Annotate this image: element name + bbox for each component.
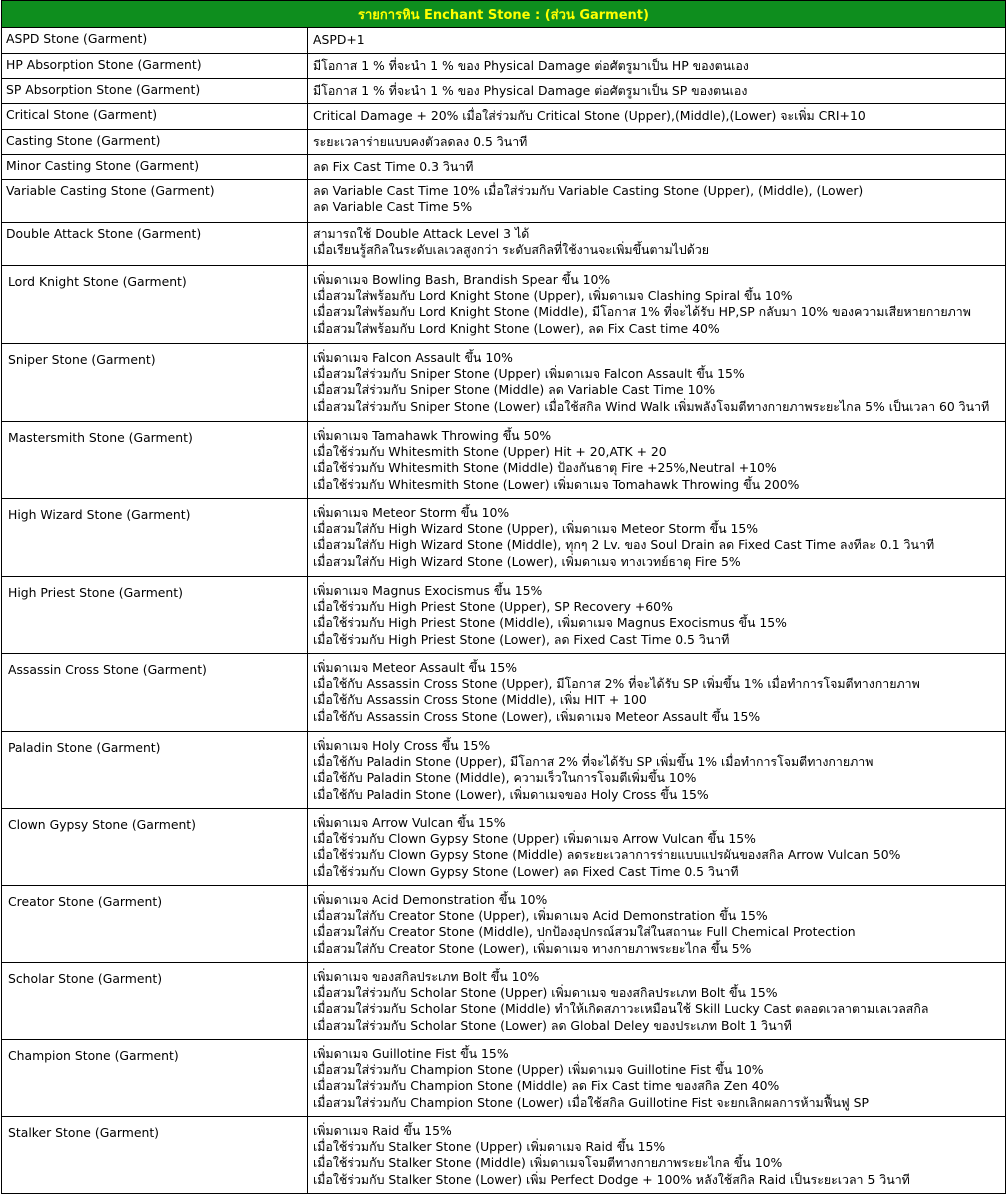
effect-line: ASPD+1 — [313, 32, 365, 47]
effect-line: เมื่อใช้กับ Paladin Stone (Middle), ความเร็วในการโจมตีเพิ่มขึ้น 10% — [313, 770, 697, 786]
effect-line: เมื่อสวมใส่ร่วมกับ Scholar Stone (Middle) ทำให้เกิดสภาวะเหมือนใช้ Skill Lucky Cast ตลอดเวลาตามเลเวลสกิล — [313, 1001, 929, 1017]
effect-line: เมื่อสวมใส่พร้อมกับ Lord Knight Stone (Middle), มีโอกาส 1% ที่จะได้รับ HP,SP กลับมา 10% ของความเสียหายกายภาพ — [313, 304, 971, 320]
table-row — [1, 577, 1006, 654]
stone-effect-cell — [308, 54, 1005, 78]
stone-effect-cell — [308, 1040, 1005, 1116]
table-row — [1, 809, 1006, 886]
table-title: รายการหิน Enchant Stone : (ส่วน Garment) — [1, 0, 1006, 28]
table-row — [1, 130, 1006, 155]
stone-effect-cell — [308, 499, 1005, 576]
effect-line: เพิ่มดาเมจ ของสกิลประเภท Bolt ขึ้น 10% — [313, 969, 540, 984]
stone-effect-cell — [308, 422, 1005, 498]
table-row — [1, 422, 1006, 499]
enchant-stone-table — [1, 0, 1006, 1194]
stone-effect-cell — [308, 266, 1005, 343]
stone-name-cell: High Priest Stone (Garment) — [2, 577, 308, 653]
stone-name-cell: HP Absorption Stone (Garment) — [2, 54, 308, 78]
effect-line: เพิ่มดาเมจ Guillotine Fist ขึ้น 15% — [313, 1046, 509, 1061]
stone-name-cell: High Wizard Stone (Garment) — [2, 499, 308, 576]
table-row — [1, 344, 1006, 422]
effect-line: สามารถใช้ Double Attack Level 3 ได้ — [313, 226, 530, 241]
table-row — [1, 499, 1006, 577]
effect-line: เมื่อใช้ร่วมกับ Whitesmith Stone (Middle) ป้องกันธาตุ Fire +25%,Neutral +10% — [313, 460, 777, 476]
table-row — [1, 963, 1006, 1040]
stone-name-cell: Lord Knight Stone (Garment) — [2, 266, 308, 343]
effect-line: เมื่อสวมใส่ร่วมกับ Sniper Stone (Upper) เพิ่มดาเมจ Falcon Assault ขึ้น 15% — [313, 366, 745, 382]
effect-line: เมื่อสวมใส่ร่วมกับ Sniper Stone (Lower) เมื่อใช้สกิล Wind Walk เพิ่มพลังโจมตีทางกายภาพระยะไกล 5% เป็นเวลา 60 วินาที — [313, 398, 990, 414]
effect-line: เมื่อสวมใส่พร้อมกับ Lord Knight Stone (Lower), ลด Fix Cast time 40% — [313, 320, 720, 336]
stone-name-cell: Champion Stone (Garment) — [2, 1040, 308, 1116]
stone-name-cell: ASPD Stone (Garment) — [2, 28, 308, 53]
effect-line: เพิ่มดาเมจ Holy Cross ขึ้น 15% — [313, 738, 491, 753]
effect-line: เมื่อใช้ร่วมกับ High Priest Stone (Lower), ลด Fixed Cast Time 0.5 วินาที — [313, 631, 730, 647]
stone-effect-cell — [308, 809, 1005, 885]
effect-line: ลด Variable Cast Time 10% เมื่อใส่ร่วมกับ Variable Casting Stone (Upper), (Middle), (Lower) — [313, 183, 864, 198]
table-row — [1, 155, 1006, 180]
effect-line: เมื่อใช้กับ Paladin Stone (Lower), เพิ่มดาเมจของ Holy Cross ขึ้น 15% — [313, 786, 709, 802]
effect-line: เมื่อใช้ร่วมกับ Clown Gypsy Stone (Upper) เพิ่มดาเมจ Arrow Vulcan ขึ้น 15% — [313, 831, 756, 847]
effect-line: เมื่อสวมใส่กับ Creator Stone (Lower), เพิ่มดาเมจ ทางกายภาพระยะไกล ขึ้น 5% — [313, 940, 752, 956]
effect-line: เมื่อสวมใส่ร่วมกับ Champion Stone (Middle) ลด Fix Cast time ของสกิล Zen 40% — [313, 1078, 780, 1094]
effect-line: เมื่อสวมใส่กับ High Wizard Stone (Lower), เพิ่มดาเมจ ทางเวทย์ธาตุ Fire 5% — [313, 553, 741, 569]
effect-line: เมื่อสวมใส่ร่วมกับ Scholar Stone (Upper) เพิ่มดาเมจ ของสกิลประเภท Bolt ขึ้น 15% — [313, 985, 778, 1001]
stone-name-cell: Creator Stone (Garment) — [2, 886, 308, 962]
effect-line: เมื่อใช้กับ Paladin Stone (Upper), มีโอกาส 2% ที่จะได้รับ SP เพิ่มขึ้น 1% เมื่อทำการโจมตีทางกายภาพ — [313, 754, 874, 770]
effect-line: เมื่อใช้กับ Assassin Cross Stone (Lower), เพิ่มดาเมจ Meteor Assault ขึ้น 15% — [313, 708, 761, 724]
stone-name-cell: Critical Stone (Garment) — [2, 104, 308, 129]
effect-line: เมื่อสวมใส่กับ High Wizard Stone (Middle), ทุกๆ 2 Lv. ของ Soul Drain ลด Fixed Cast Time ลงทีละ 0.1 วินาที — [313, 537, 935, 553]
effect-line: เพิ่มดาเมจ Acid Demonstration ขึ้น 10% — [313, 892, 548, 907]
effect-line: เมื่อใช้กับ Assassin Cross Stone (Upper), มีโอกาส 2% ที่จะได้รับ SP เพิ่มขึ้น 1% เมื่อทำการโจมตีทางกายภาพ — [313, 676, 920, 692]
effect-line: เมื่อสวมใส่ร่วมกับ Sniper Stone (Middle) ลด Variable Cast Time 10% — [313, 382, 716, 398]
stone-effect-cell — [308, 180, 1005, 222]
effect-line: เมื่อใช้ร่วมกับ Stalker Stone (Lower) เพิ่ม Perfect Dodge + 100% หลังใช้สกิล Raid เป็นระยะเวลา 5 วินาที — [313, 1171, 910, 1187]
stone-name-cell: Paladin Stone (Garment) — [2, 732, 308, 808]
effect-line: เมื่อใช้ร่วมกับ Clown Gypsy Stone (Lower) ลด Fixed Cast Time 0.5 วินาที — [313, 863, 739, 879]
stone-effect-cell — [308, 28, 1005, 53]
stone-name-cell: Mastersmith Stone (Garment) — [2, 422, 308, 498]
stone-effect-cell — [308, 104, 1005, 129]
effect-line: ลด Variable Cast Time 5% — [313, 199, 473, 215]
stone-name-cell: SP Absorption Stone (Garment) — [2, 79, 308, 103]
effect-line: เพิ่มดาเมจ Tamahawk Throwing ขึ้น 50% — [313, 428, 552, 443]
effect-line: เมื่อสวมใส่ร่วมกับ Scholar Stone (Lower) ลด Global Deley ของประเภท Bolt 1 วินาที — [313, 1017, 792, 1033]
stone-effect-cell — [308, 1117, 1005, 1193]
stone-effect-cell — [308, 344, 1005, 421]
effect-line: เมื่อใช้ร่วมกับ Whitesmith Stone (Upper) Hit + 20,ATK + 20 — [313, 444, 667, 460]
effect-line: เมื่อใช้ร่วมกับ Stalker Stone (Upper) เพิ่มดาเมจ Raid ขึ้น 15% — [313, 1139, 666, 1155]
effect-line: เมื่อใช้ร่วมกับ High Priest Stone (Middle), เพิ่มดาเมจ Magnus Exocismus ขึ้น 15% — [313, 615, 787, 631]
effect-line: เพิ่มดาเมจ Raid ขึ้น 15% — [313, 1123, 452, 1138]
stone-name-cell: Variable Casting Stone (Garment) — [2, 180, 308, 222]
stone-name-cell: Casting Stone (Garment) — [2, 130, 308, 154]
table-row — [1, 79, 1006, 104]
stone-name-cell: Double Attack Stone (Garment) — [2, 223, 308, 265]
stone-effect-cell — [308, 130, 1005, 154]
effect-line: มีโอกาส 1 % ที่จะนำ 1 % ของ Physical Damage ต่อศัตรูมาเป็น HP ของตนเอง — [313, 58, 749, 73]
stone-name-cell: Minor Casting Stone (Garment) — [2, 155, 308, 179]
effect-line: ระยะเวลาร่ายแบบคงตัวลดลง 0.5 วินาที — [313, 134, 528, 149]
effect-line: Critical Damage + 20% เมื่อใส่ร่วมกับ Critical Stone (Upper),(Middle),(Lower) จะเพิ่ม CRI+10 — [313, 108, 866, 123]
effect-line: เพิ่มดาเมจ Falcon Assault ขึ้น 10% — [313, 350, 513, 365]
stone-effect-cell — [308, 654, 1005, 731]
effect-line: เมื่อใช้ร่วมกับ Whitesmith Stone (Lower) เพิ่มดาเมจ Tomahawk Throwing ขึ้น 200% — [313, 476, 800, 492]
effect-line: เพิ่มดาเมจ Meteor Storm ขึ้น 10% — [313, 505, 510, 520]
effect-line: เมื่อสวมใส่กับ Creator Stone (Upper), เพิ่มดาเมจ Acid Demonstration ขึ้น 15% — [313, 908, 768, 924]
effect-line: เมื่อใช้ร่วมกับ Stalker Stone (Middle) เพิ่มดาเมจโจมตีทางกายภาพระยะไกล ขึ้น 10% — [313, 1155, 783, 1171]
effect-line: เพิ่มดาเมจ Bowling Bash, Brandish Spear ขึ้น 10% — [313, 272, 611, 287]
table-row — [1, 886, 1006, 963]
effect-line: เพิ่มดาเมจ Meteor Assault ขึ้น 15% — [313, 660, 518, 675]
table-row — [1, 654, 1006, 732]
effect-line: เพิ่มดาเมจ Magnus Exocismus ขึ้น 15% — [313, 583, 543, 598]
table-row — [1, 223, 1006, 266]
table-row — [1, 54, 1006, 79]
effect-line: เพิ่มดาเมจ Arrow Vulcan ขึ้น 15% — [313, 815, 506, 830]
table-row — [1, 104, 1006, 130]
stone-name-cell: Assassin Cross Stone (Garment) — [2, 654, 308, 731]
effect-line: ลด Fix Cast Time 0.3 วินาที — [313, 159, 474, 174]
stone-effect-cell — [308, 79, 1005, 103]
stone-name-cell: Stalker Stone (Garment) — [2, 1117, 308, 1193]
table-row — [1, 28, 1006, 54]
effect-line: เมื่อสวมใส่กับ High Wizard Stone (Upper), เพิ่มดาเมจ Meteor Storm ขึ้น 15% — [313, 521, 759, 537]
effect-line: เมื่อสวมใส่กับ Creator Stone (Middle), ปกป้องอุปกรณ์สวมใส่ในสถานะ Full Chemical Protection — [313, 924, 856, 940]
stone-effect-cell — [308, 732, 1005, 808]
stone-effect-cell — [308, 963, 1005, 1039]
stone-name-cell: Sniper Stone (Garment) — [2, 344, 308, 421]
effect-line: เมื่อใช้ร่วมกับ High Priest Stone (Upper), SP Recovery +60% — [313, 599, 673, 615]
stone-effect-cell — [308, 223, 1005, 265]
table-row — [1, 1040, 1006, 1117]
table-row — [1, 1117, 1006, 1194]
stone-effect-cell — [308, 577, 1005, 653]
table-row — [1, 732, 1006, 809]
effect-line: เมื่อสวมใส่ร่วมกับ Champion Stone (Lower) เมื่อใช้สกิล Guillotine Fist จะยกเลิกผลการห้ามฟื้นฟู SP — [313, 1094, 869, 1110]
effect-line: เมื่อเรียนรู้สกิลในระดับเลเวลสูงกว่า ระดับสกิลที่ใช้งานจะเพิ่มขึ้นตามไปด้วย — [313, 242, 710, 258]
effect-line: มีโอกาส 1 % ที่จะนำ 1 % ของ Physical Damage ต่อศัตรูมาเป็น SP ของตนเอง — [313, 83, 748, 98]
effect-line: เมื่อใช้ร่วมกับ Clown Gypsy Stone (Middle) ลดระยะเวลาการร่ายแบบแปรผันของสกิล Arrow Vulcan 50% — [313, 847, 901, 863]
effect-line: เมื่อสวมใส่ร่วมกับ Champion Stone (Upper) เพิ่มดาเมจ Guillotine Fist ขึ้น 10% — [313, 1062, 764, 1078]
table-row — [1, 266, 1006, 344]
stone-name-cell: Scholar Stone (Garment) — [2, 963, 308, 1039]
effect-line: เมื่อสวมใส่พร้อมกับ Lord Knight Stone (Upper), เพิ่มดาเมจ Clashing Spiral ขึ้น 10% — [313, 288, 793, 304]
table-body — [1, 28, 1006, 1194]
stone-name-cell: Clown Gypsy Stone (Garment) — [2, 809, 308, 885]
table-row — [1, 180, 1006, 223]
effect-line: เมื่อใช้กับ Assassin Cross Stone (Middle), เพิ่ม HIT + 100 — [313, 692, 647, 708]
stone-effect-cell — [308, 155, 1005, 179]
stone-effect-cell — [308, 886, 1005, 962]
